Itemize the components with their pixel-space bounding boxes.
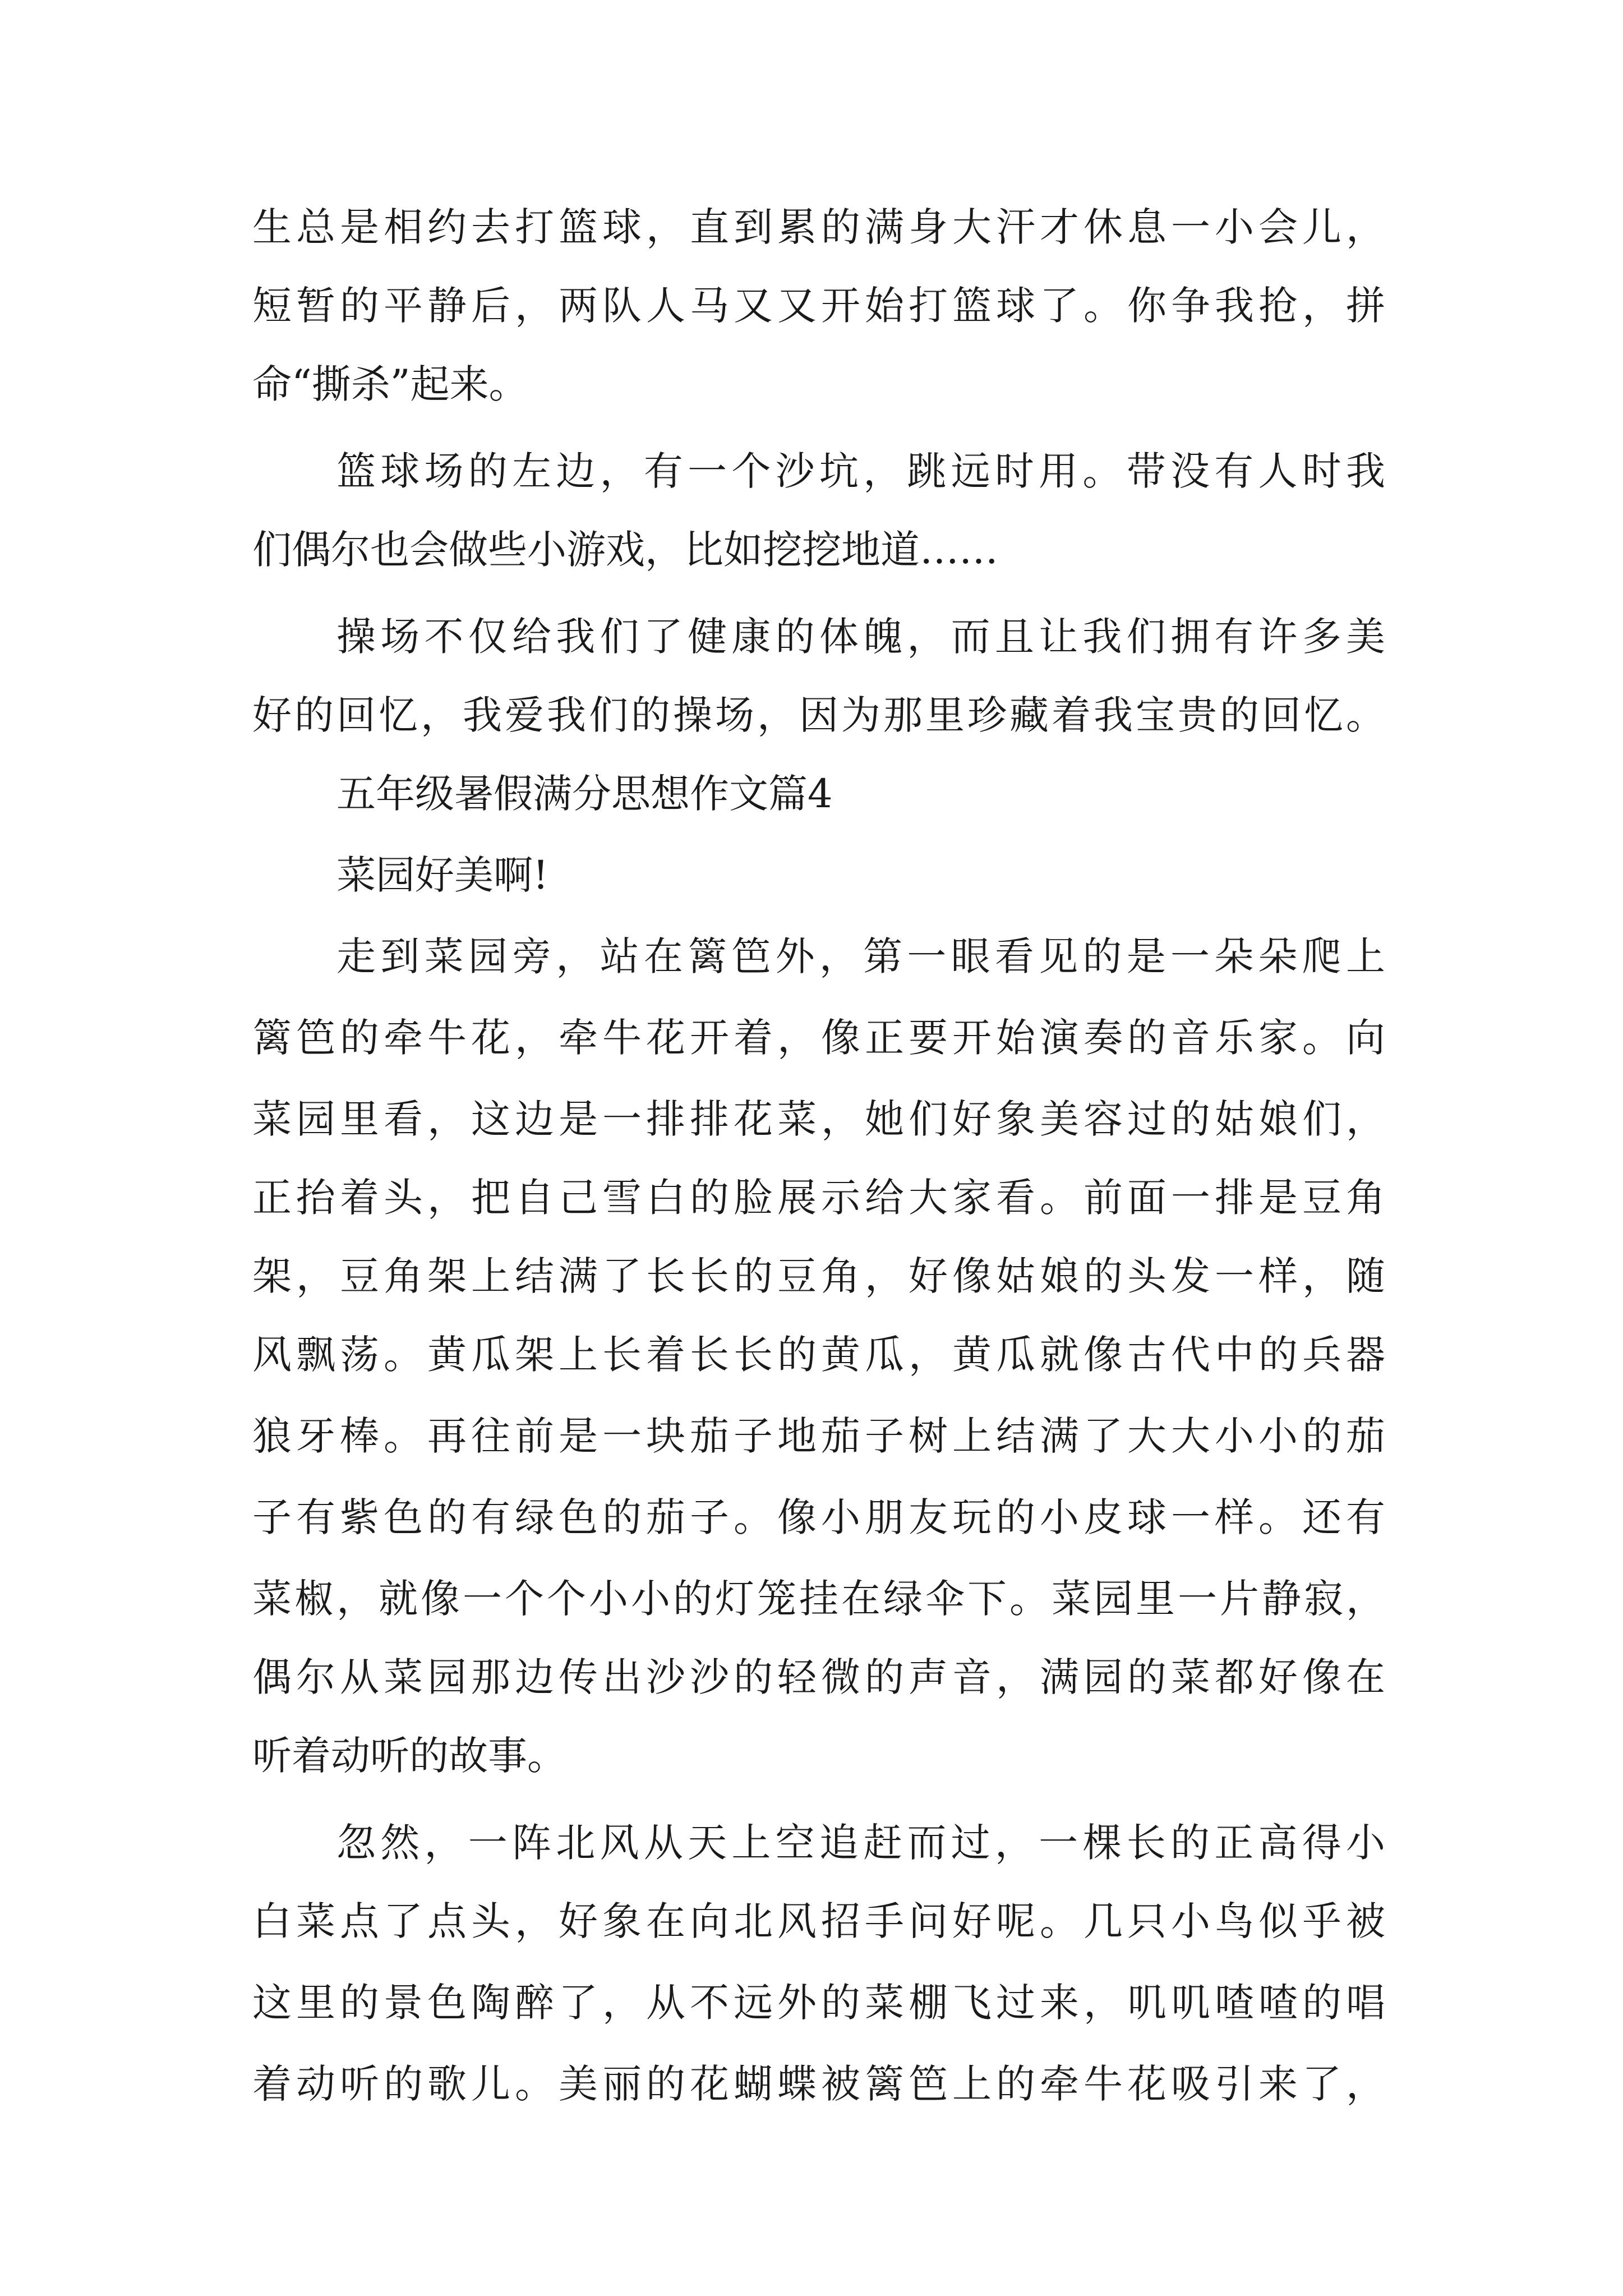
text-line: 篮球场的左边，有一个沙坑，跳远时用。带没有人时我 bbox=[336, 448, 1385, 494]
text-line: 生总是相约去打篮球，直到累的满身大汗才休息一小会儿， bbox=[252, 204, 1385, 250]
text-line: 正抬着头，把自己雪白的脸展示给大家看。前面一排是豆角 bbox=[252, 1175, 1385, 1221]
text-line: 忽然，一阵北风从天上空追赶而过，一棵长的正高得小 bbox=[336, 1820, 1385, 1866]
text-line: 听着动听的故事。 bbox=[252, 1733, 566, 1779]
text-line: 操场不仅给我们了健康的体魄，而且让我们拥有许多美 bbox=[336, 614, 1385, 660]
text-line: 走到菜园旁，站在篱笆外，第一眼看见的是一朵朵爬上 bbox=[336, 933, 1385, 979]
text-line: 短暂的平静后，两队人马又又开始打篮球了。你争我抢，拼 bbox=[252, 283, 1385, 329]
text-line: 风飘荡。黄瓜架上长着长长的黄瓜，黄瓜就像古代中的兵器 bbox=[252, 1332, 1385, 1378]
text-line: 们偶尔也会做些小游戏，比如挖挖地道…… bbox=[252, 527, 998, 573]
text-line: 菜园里看，这边是一排排花菜，她们好象美容过的姑娘们， bbox=[252, 1096, 1385, 1142]
essay-title: 菜园好美啊! bbox=[336, 852, 549, 898]
text-line: 白菜点了点头，好象在向北风招手问好呢。几只小鸟似乎被 bbox=[252, 1898, 1385, 1944]
text-line: 架，豆角架上结满了长长的豆角，好像姑娘的头发一样，随 bbox=[252, 1253, 1385, 1299]
text-line: 狼牙棒。再往前是一块茄子地茄子树上结满了大大小小的茄 bbox=[252, 1413, 1385, 1459]
text-line: 篱笆的牵牛花，牵牛花开着，像正要开始演奏的音乐家。向 bbox=[252, 1015, 1385, 1061]
text-line: 菜椒，就像一个个小小的灯笼挂在绿伞下。菜园里一片静寂， bbox=[252, 1576, 1385, 1622]
text-line: 子有紫色的有绿色的茄子。像小朋友玩的小皮球一样。还有 bbox=[252, 1494, 1385, 1540]
text-line: 命“撕杀”起来。 bbox=[252, 361, 528, 407]
text-line: 偶尔从菜园那边传出沙沙的轻微的声音，满园的菜都好像在 bbox=[252, 1654, 1385, 1700]
section-heading: 五年级暑假满分思想作文篇4 bbox=[336, 771, 833, 817]
text-line: 好的回忆，我爱我们的操场，因为那里珍藏着我宝贵的回忆。 bbox=[252, 692, 1385, 738]
text-line: 这里的景色陶醉了，从不远外的菜棚飞过来，叽叽喳喳的唱 bbox=[252, 1980, 1385, 2026]
text-line: 着动听的歌儿。美丽的花蝴蝶被篱笆上的牵牛花吸引来了， bbox=[252, 2061, 1385, 2107]
